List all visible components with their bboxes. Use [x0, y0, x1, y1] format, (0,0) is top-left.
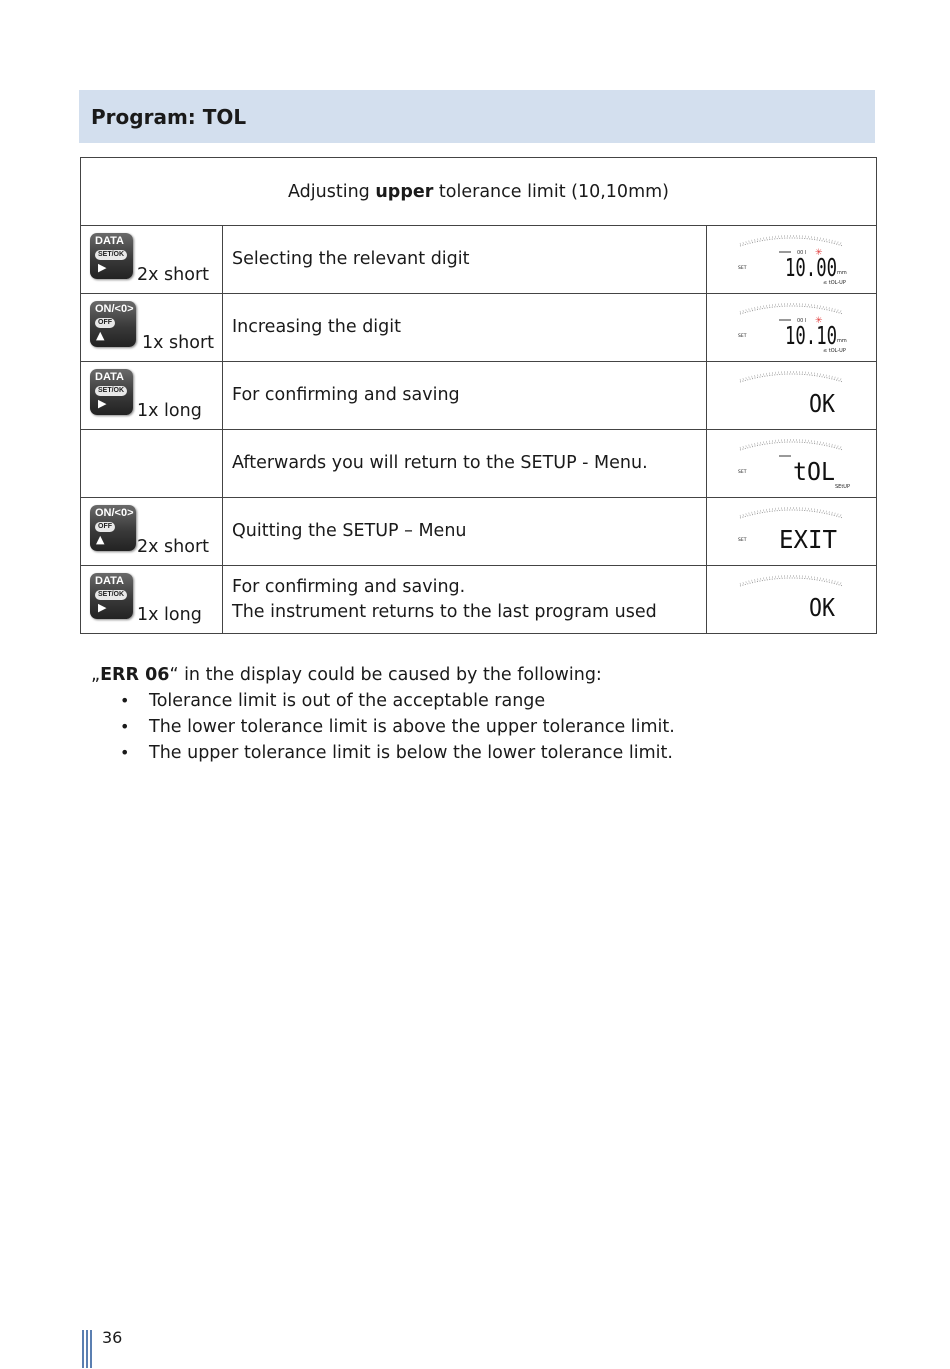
svg-text:SET: SET [738, 470, 747, 475]
key-cell [81, 226, 223, 294]
svg-text:10.00: 10.00 [785, 253, 837, 282]
svg-text:mm: mm [837, 270, 847, 276]
key-cell [81, 430, 223, 498]
svg-text:SEtUP: SEtUP [835, 484, 850, 490]
header-suffix: tolerance limit (10,10mm) [433, 181, 669, 202]
page-number: 36 [102, 1328, 123, 1347]
error-intro: „ERR 06“ in the display could be caused by the following: [91, 665, 602, 685]
svg-text:00 I: 00 I [797, 318, 807, 324]
description: Afterwards you will return to the SETUP - Menu. [223, 430, 707, 498]
list-item: • Tolerance limit is out of the acceptable range [91, 688, 675, 714]
svg-text:10.10: 10.10 [785, 321, 837, 350]
key-cell [81, 566, 223, 634]
data-set-ok-key-icon: DATA SET/OK ▶ [90, 369, 133, 415]
error-causes-list [91, 688, 675, 766]
error-info [91, 662, 675, 766]
description: Quitting the SETUP – Menu [223, 498, 707, 566]
lcd-display-cell [707, 430, 877, 498]
table-row [81, 498, 877, 566]
header-prefix: Adjusting [288, 181, 376, 202]
lcd-display [735, 368, 850, 423]
press-count: 1x short [142, 333, 215, 353]
lcd-display-cell [707, 294, 877, 362]
header-bold: upper [375, 181, 434, 202]
svg-text:SET: SET [738, 334, 747, 339]
svg-text:00 I: 00 I [797, 250, 807, 256]
lcd-display-cell [707, 566, 877, 634]
list-item: • The upper tolerance limit is below the lower tolerance limit. [91, 740, 675, 766]
press-count: 2x short [137, 537, 210, 557]
svg-text:EXIT: EXIT [779, 525, 837, 554]
list-item: • The lower tolerance limit is above the upper tolerance limit. [91, 714, 675, 740]
table-row [81, 566, 877, 634]
description: For confirming and saving. The instrument returns to the last program used [223, 566, 707, 634]
data-set-ok-key-icon: DATA SET/OK ▶ [90, 233, 133, 279]
lcd-display-cell [707, 362, 877, 430]
press-count: 1x long [137, 605, 202, 625]
description: For confirming and saving [223, 362, 707, 430]
description: Increasing the digit [223, 294, 707, 362]
lcd-display [735, 436, 850, 491]
lcd-display-cell [707, 226, 877, 294]
svg-text:SET: SET [738, 266, 747, 271]
svg-text:≤ tOL-UP: ≤ tOL-UP [823, 348, 846, 354]
key-cell [81, 498, 223, 566]
svg-text:✳: ✳ [815, 248, 823, 258]
svg-text:tOL: tOL [793, 457, 835, 486]
table-row [81, 294, 877, 362]
svg-text:mm: mm [837, 338, 847, 344]
press-count: 2x short [137, 265, 210, 285]
key-cell [81, 294, 223, 362]
lcd-display-cell [707, 498, 877, 566]
footer-decoration [82, 1330, 94, 1368]
table-row [81, 226, 877, 294]
lcd-display [735, 504, 850, 559]
procedure-table [80, 157, 877, 634]
table-row [81, 362, 877, 430]
lcd-display [735, 572, 850, 627]
svg-text:✳: ✳ [815, 316, 823, 326]
svg-text:≤ tOL-UP: ≤ tOL-UP [823, 280, 846, 286]
lcd-display [735, 300, 850, 355]
data-set-ok-key-icon: DATA SET/OK ▶ [90, 573, 133, 619]
section-heading: Program: TOL [79, 90, 875, 143]
table-header [81, 158, 877, 226]
on-off-key-icon: ON/<0> OFF ▲ [90, 505, 136, 551]
on-off-key-icon: ON/<0> OFF ▲ [90, 301, 136, 347]
description: Selecting the relevant digit [223, 226, 707, 294]
press-count: 1x long [137, 401, 202, 421]
svg-text:OK: OK [809, 389, 835, 418]
lcd-display [735, 232, 850, 287]
svg-text:SET: SET [738, 538, 747, 543]
key-cell [81, 362, 223, 430]
svg-text:OK: OK [809, 593, 835, 622]
table-row [81, 430, 877, 498]
